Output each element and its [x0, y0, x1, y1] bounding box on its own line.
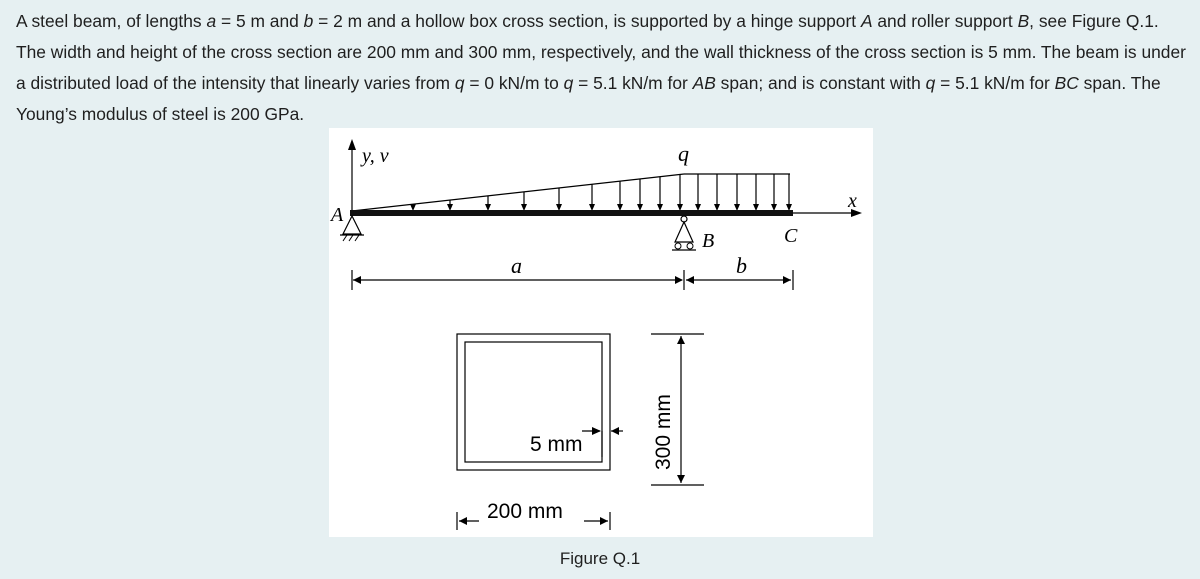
roller-support-b [672, 216, 696, 250]
load-label: q [678, 141, 689, 166]
span-dimension [352, 270, 793, 290]
text-run: = 5 m and [216, 11, 304, 31]
span-b-label: b [736, 253, 747, 278]
symbol-B: B [1017, 11, 1030, 31]
thickness-dimension [582, 427, 623, 457]
load-arrow [521, 192, 527, 211]
load-arrow [657, 177, 663, 211]
text-run: and roller support [872, 11, 1018, 31]
load-arrow [589, 184, 595, 211]
point-b-label: B [702, 230, 715, 252]
load-arrow [410, 204, 416, 211]
load-arrow [734, 174, 740, 211]
symbol-b: b [303, 11, 314, 31]
symbol-AB: AB [692, 73, 716, 93]
y-axis [348, 139, 356, 212]
width-label: 200 mm [487, 500, 563, 523]
point-c-label: C [784, 225, 798, 247]
load-envelope [352, 174, 790, 211]
beam [350, 210, 793, 216]
text-run: = 0 kN/m to [464, 73, 564, 93]
load-arrow [637, 179, 643, 211]
load-arrow [617, 181, 623, 211]
load-arrow [771, 174, 777, 211]
symbol-A: A [860, 11, 873, 31]
y-axis-label: y, v [362, 145, 389, 167]
figure-caption: Figure Q.1 [559, 549, 641, 568]
point-a-label: A [331, 204, 344, 226]
symbol-q: q [454, 73, 465, 93]
text-run: = 5.1 kN/m for [935, 73, 1055, 93]
load-arrow [447, 200, 453, 211]
load-arrow [753, 174, 759, 211]
span-a-label: a [511, 253, 522, 278]
text-run: span. The Young’s modulus of steel is 200 GPa. [16, 73, 1161, 124]
text-run: = 5.1 kN/m for [573, 73, 693, 93]
symbol-BC: BC [1054, 73, 1079, 93]
text-run: , see Figure Q.1. The width and height of the cross section are 200 mm and 300 mm, respectively, and the wall thickness of the cross section is 5 mm. The beam is under a distributed load of the intensity that linearly varies from [16, 11, 1186, 93]
symbol-q: q [563, 73, 574, 93]
load-arrow [485, 196, 491, 211]
symbol-q: q [925, 73, 936, 93]
text-run: = 2 m and a hollow box cross section, is supported by a hinge support [313, 11, 861, 31]
load-arrow [786, 174, 792, 211]
load-arrow [695, 174, 701, 211]
height-label: 300 mm [652, 394, 675, 470]
load-arrows [410, 174, 792, 211]
x-axis-label: x [848, 190, 857, 212]
load-arrow [714, 174, 720, 211]
load-arrow [556, 188, 562, 211]
symbol-a: a [206, 11, 217, 31]
text-run: span; and is constant with [715, 73, 926, 93]
load-arrow [677, 175, 683, 211]
text-run: A steel beam, of lengths [16, 11, 207, 31]
thickness-label: 5 mm [530, 433, 583, 456]
hinge-support-a [340, 216, 364, 241]
